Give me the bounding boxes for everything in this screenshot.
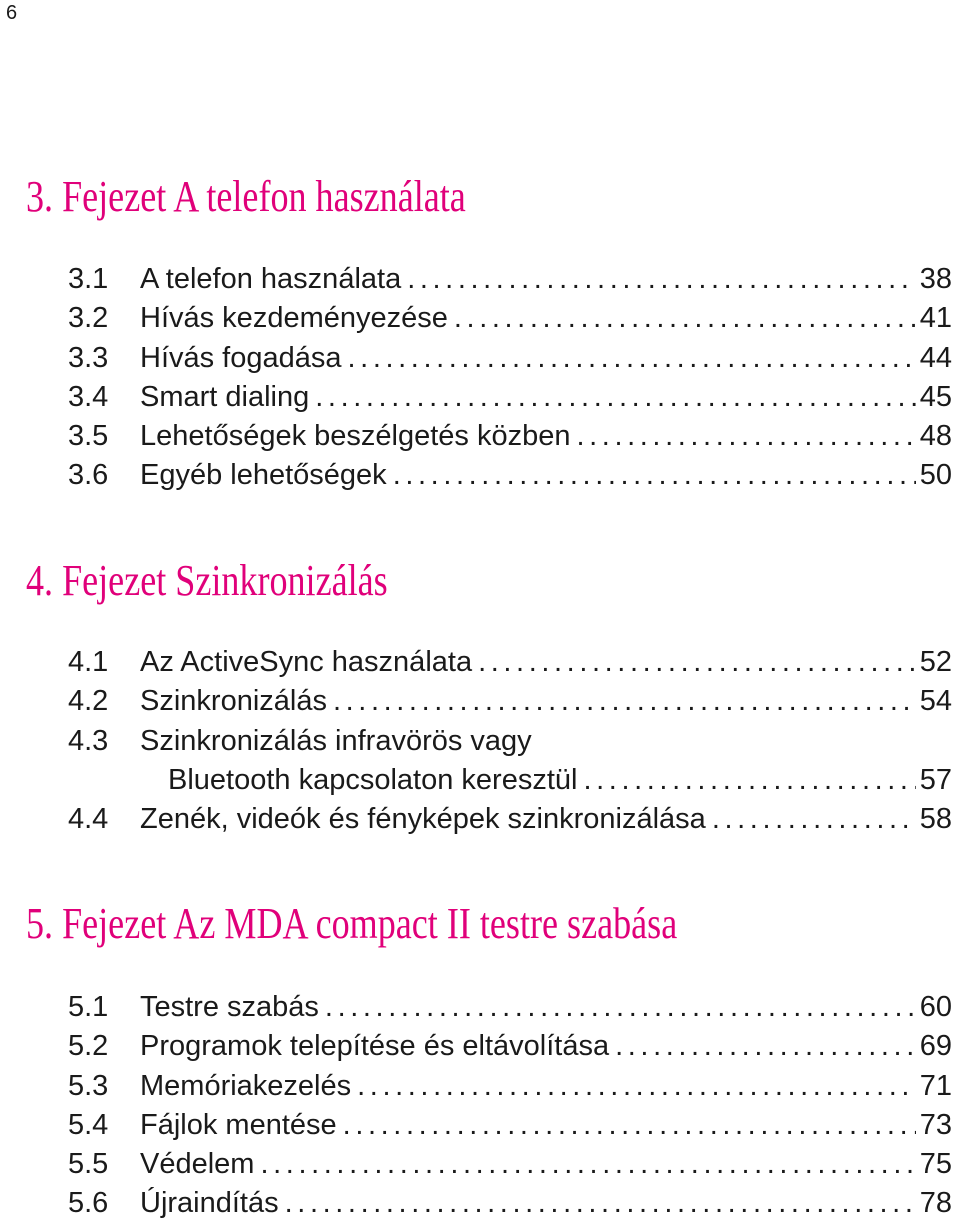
toc-entry-title: A telefon használata — [140, 263, 402, 295]
toc-entry-title-line2: Bluetooth kapcsolaton keresztül — [168, 763, 578, 796]
toc-dot-leader — [260, 1145, 915, 1184]
toc-dot-leader — [576, 417, 915, 456]
chapter-4-toc — [68, 643, 952, 839]
toc-entry-number: 4.3 — [68, 724, 109, 757]
toc-dot-leader — [615, 1027, 916, 1066]
toc-entry-page: 78 — [919, 1187, 952, 1220]
toc-dot-leader — [478, 643, 916, 682]
toc-entry[interactable] — [68, 1145, 952, 1184]
toc-entry[interactable] — [68, 643, 952, 682]
toc-entry-page: 54 — [919, 685, 952, 718]
toc-entry[interactable] — [68, 1184, 952, 1223]
toc-entry-title: Memóriakezelés — [140, 1069, 352, 1102]
toc-entry-page: 38 — [919, 263, 952, 295]
toc-entry-number: 3.3 — [68, 341, 109, 374]
toc-entry-title: Újraindítás — [140, 1187, 279, 1220]
toc-entry[interactable] — [68, 1067, 952, 1106]
toc-entry-page: 45 — [919, 380, 952, 413]
toc-entry-title: Az ActiveSync használata — [140, 646, 473, 678]
toc-entry-continuation[interactable] — [68, 761, 952, 800]
toc-entry-title: Fájlok mentése — [140, 1108, 337, 1141]
toc-entry[interactable] — [68, 1027, 952, 1066]
toc-entry-number: 3.2 — [68, 302, 109, 335]
toc-dot-leader — [285, 1184, 916, 1223]
toc-entry-number: 5.4 — [68, 1108, 109, 1141]
toc-entry-number: 4.2 — [68, 685, 109, 718]
toc-entry[interactable] — [68, 339, 952, 378]
toc-dot-leader — [407, 260, 916, 299]
toc-dot-leader — [454, 299, 916, 338]
toc-entry-number: 5.1 — [68, 991, 109, 1023]
toc-entry-title: Zenék, videók és fényképek szinkronizálása — [140, 803, 706, 836]
toc-entry-page: 44 — [919, 341, 952, 374]
toc-dot-leader — [343, 1106, 916, 1145]
toc-entry-title: Szinkronizálás — [140, 685, 327, 718]
chapter-title: 5. Fejezet Az MDA compact II testre szabása — [26, 899, 678, 948]
toc-entry-number: 3.6 — [68, 459, 109, 492]
toc-entry[interactable] — [68, 722, 952, 761]
toc-entry-page: 50 — [919, 459, 952, 492]
page-number: 6 — [6, 2, 18, 24]
toc-entry-number: 4.4 — [68, 803, 109, 836]
chapter-title: 4. Fejezet Szinkronizálás — [26, 556, 388, 605]
chapter-3-heading — [26, 172, 926, 222]
chapter-5-toc — [68, 988, 952, 1224]
toc-entry-page: 52 — [919, 646, 952, 678]
chapter-title: 3. Fejezet A telefon használata — [26, 172, 466, 221]
toc-entry-number: 5.5 — [68, 1148, 109, 1181]
toc-dot-leader — [583, 761, 915, 800]
toc-entry-title: Lehetőségek beszélgetés közben — [140, 420, 571, 453]
toc-entry-title: Testre szabás — [140, 991, 319, 1023]
toc-entry-page: 41 — [919, 302, 952, 335]
toc-entry[interactable] — [68, 378, 952, 417]
toc-entry[interactable] — [68, 800, 952, 839]
toc-entry[interactable] — [68, 682, 952, 721]
toc-dot-leader — [712, 800, 916, 839]
toc-entry-number: 5.3 — [68, 1069, 109, 1102]
chapter-5-heading — [26, 899, 926, 949]
toc-dot-leader — [333, 682, 916, 721]
toc-entry[interactable] — [68, 417, 952, 456]
chapter-4-heading — [26, 556, 926, 606]
toc-entry-page: 58 — [919, 803, 952, 836]
toc-entry-title: Hívás fogadása — [140, 341, 342, 374]
toc-entry[interactable] — [68, 456, 952, 495]
toc-entry-title: Programok telepítése és eltávolítása — [140, 1030, 610, 1063]
toc-entry-page: 69 — [919, 1030, 952, 1063]
toc-dot-leader — [315, 378, 915, 417]
toc-entry-number: 3.1 — [68, 263, 109, 295]
chapter-3-toc — [68, 260, 952, 496]
toc-dot-leader — [348, 339, 916, 378]
toc-dot-leader — [393, 456, 916, 495]
toc-entry-number: 3.4 — [68, 380, 109, 413]
toc-dot-leader — [357, 1067, 916, 1106]
toc-entry-page: 48 — [919, 420, 952, 453]
toc-entry-number: 4.1 — [68, 646, 109, 678]
toc-dot-leader — [325, 988, 916, 1027]
toc-entry-page: 71 — [919, 1069, 952, 1102]
toc-entry-title: Egyéb lehetőségek — [140, 459, 387, 492]
toc-entry-number: 5.6 — [68, 1187, 109, 1220]
toc-entry-title: Hívás kezdeményezése — [140, 302, 448, 335]
toc-entry-title: Védelem — [140, 1148, 255, 1181]
toc-entry-page: 73 — [919, 1108, 952, 1141]
toc-entry-page: 60 — [919, 991, 952, 1023]
toc-entry-title: Smart dialing — [140, 380, 310, 413]
toc-entry[interactable] — [68, 260, 952, 299]
toc-entry-title: Szinkronizálás infravörös vagy — [140, 724, 532, 757]
toc-entry-number: 5.2 — [68, 1030, 109, 1063]
toc-entry-number: 3.5 — [68, 420, 109, 453]
toc-entry[interactable] — [68, 299, 952, 338]
toc-entry-page: 75 — [919, 1148, 952, 1181]
toc-entry-page: 57 — [919, 763, 952, 796]
toc-entry[interactable] — [68, 1106, 952, 1145]
toc-entry[interactable] — [68, 988, 952, 1027]
